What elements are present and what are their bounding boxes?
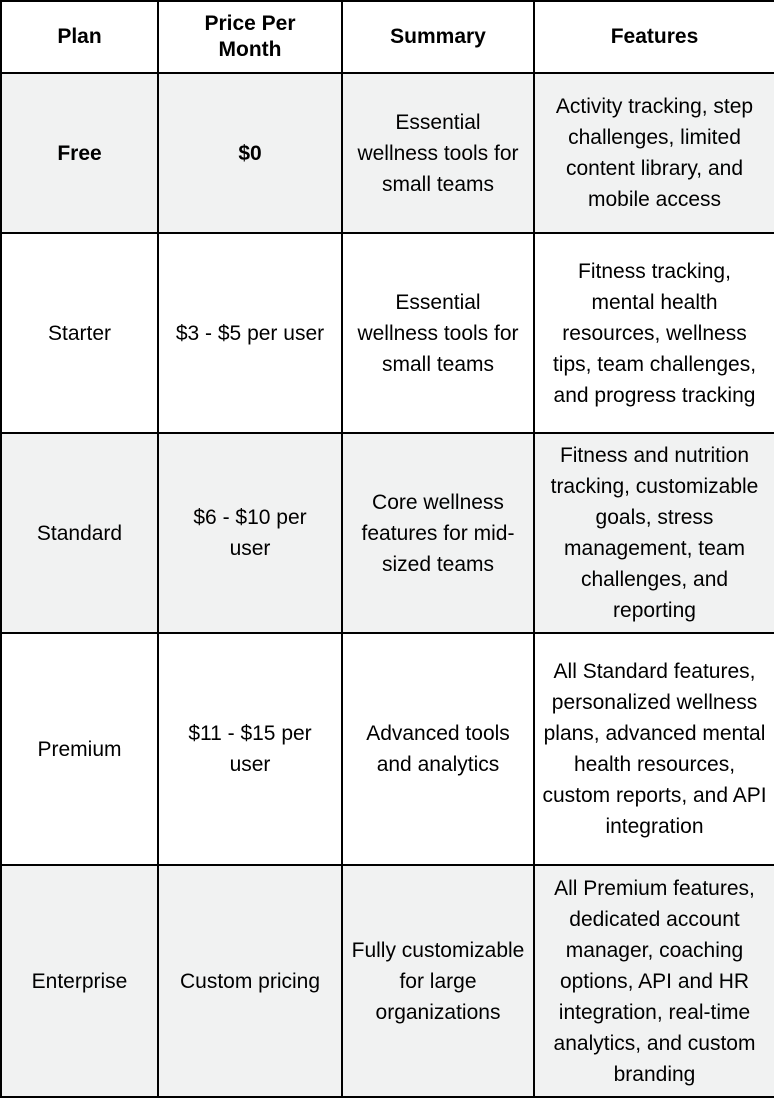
price-cell: $3 - $5 per user [158,233,342,433]
summary-text: Fully customizable for large organizations [351,938,525,1024]
features-cell: Fitness and nutrition tracking, customizable goals, stress management, team challenges, and reporting [534,433,774,633]
price-cell [158,433,342,633]
table-row-enterprise [1,865,774,1097]
price-cell: $0 [158,73,342,233]
summary-cell [342,865,534,1097]
plan-cell: Enterprise [1,865,158,1097]
table-row-standard [1,433,774,633]
summary-text: Advanced tools and analytics [366,722,510,776]
summary-text: Essential wellness tools for small teams [357,290,519,376]
summary-cell [342,73,534,233]
price-cell: Custom pricing [158,865,342,1097]
plan-cell: Premium [1,633,158,865]
features-text: Fitness tracking, mental health resources, wellness tips, team challenges, and progress tracking [552,259,757,407]
features-cell: Activity tracking, step challenges, limited content library, and mobile access [534,73,774,233]
table-row-premium [1,633,774,865]
summary-text: Core wellness features for mid-sized teams [361,490,515,576]
summary-cell [342,633,534,865]
summary-cell [342,433,534,633]
price-cell [158,633,342,865]
header-price-label: Price Per Month [204,12,296,61]
plan-cell: Free [1,73,158,233]
plan-cell: Starter [1,233,158,433]
features-cell [534,233,774,433]
header-summary: Summary [342,1,534,73]
header-price [158,1,342,73]
table-row-free [1,73,774,233]
features-cell: All Premium features, dedicated account manager, coaching options, API and HR integration, real-time analytics, and custom branding [534,865,774,1097]
price-text: $11 - $15 per user [188,722,312,776]
summary-cell [342,233,534,433]
header-row [1,1,774,73]
price-text: $6 - $10 per user [193,506,307,560]
header-features: Features [534,1,774,73]
plan-cell: Standard [1,433,158,633]
header-plan: Plan [1,1,158,73]
summary-text: Essential wellness tools for small teams [357,110,519,196]
table-row-starter [1,233,774,433]
features-cell: All Standard features, personalized wellness plans, advanced mental health resources, custom reports, and API integration [534,633,774,865]
